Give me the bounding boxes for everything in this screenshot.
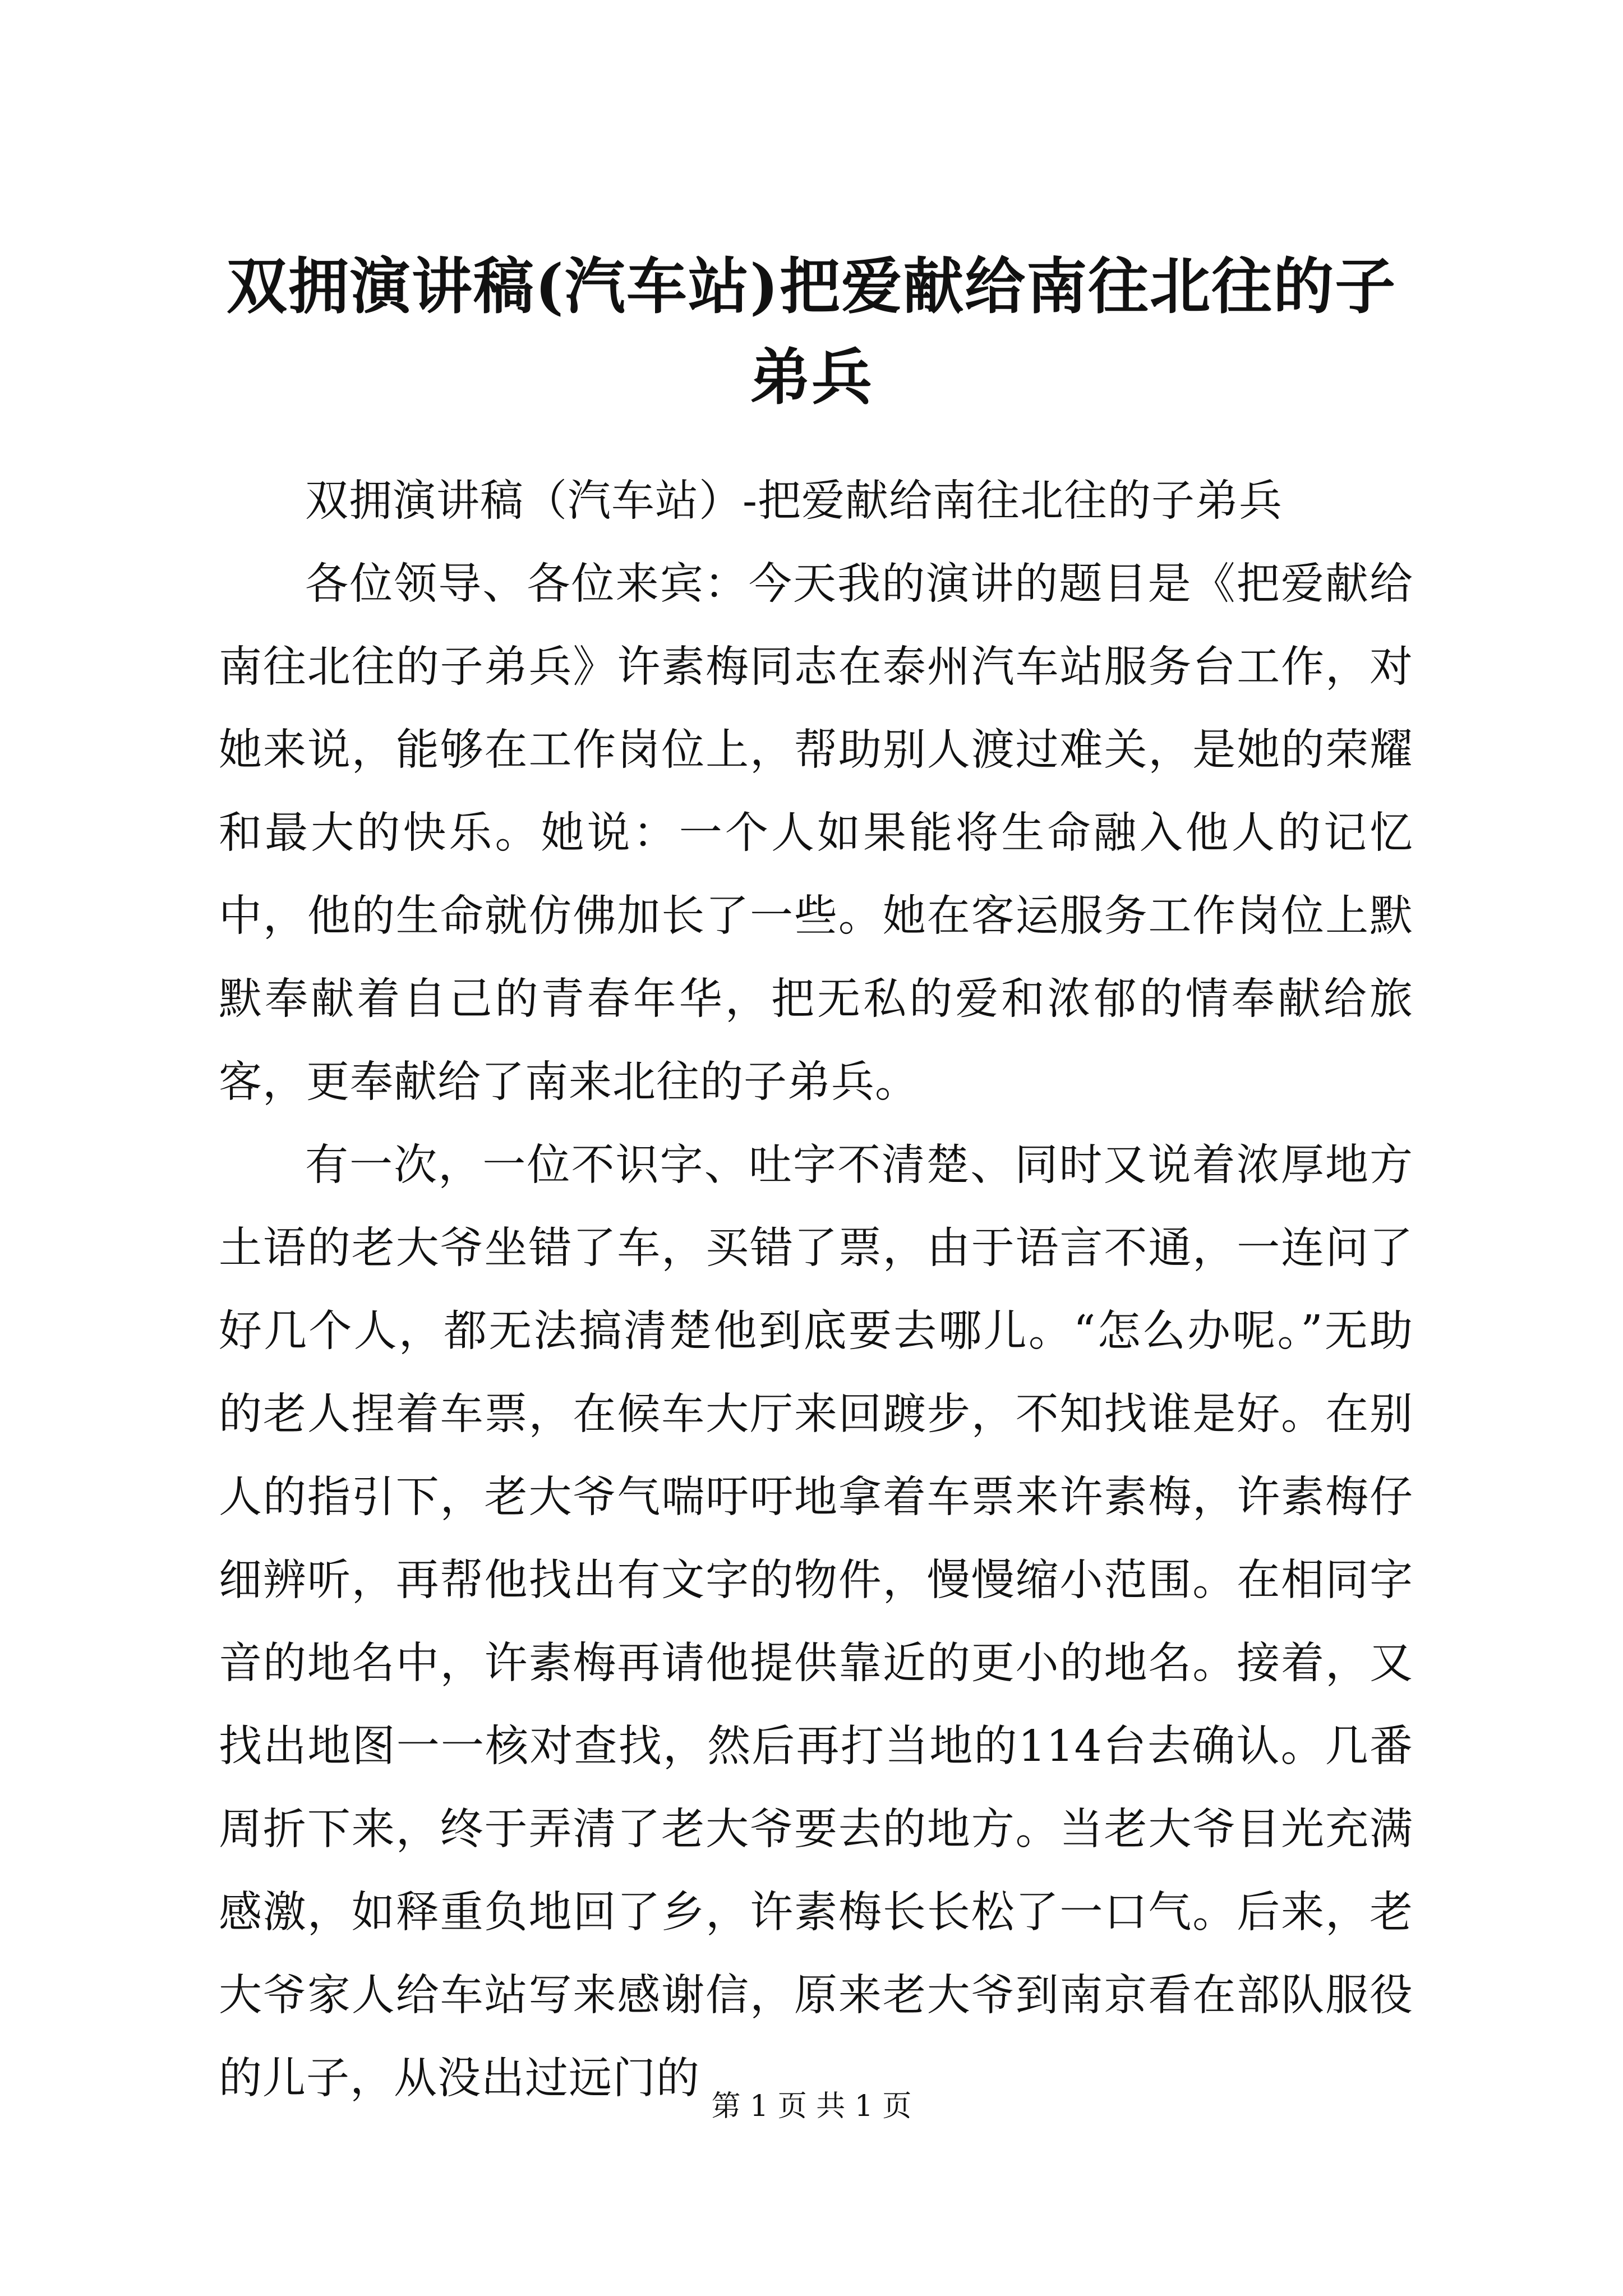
paragraph-story: 有一次，一位不识字、吐字不清楚、同时又说着浓厚地方土语的老大爷坐错了车，买错了票，由于语言不通，一连问了好几个人，都无法搞清楚他到底要去哪儿。“怎么办呢。”无助的老人捏着车票，在候车大厅来回踱步，不知找谁是好。在别人的指引下，老大爷气喘吁吁地拿着车票来许素梅，许素梅仔细辨听，再帮他找出有文字的物件，慢慢缩小范围。在相同字音的地名中，许素梅再请他提供靠近的更小的地名。接着，又找出地图一一核对查找，然后再打当地的114台去确认。几番周折下来，终于弄清了老大爷要去的地方。当老大爷目光充满感激，如释重负地回了乡，许素梅长长松了一口气。后来，老大爷家人给车站写来感谢信，原来老大爷到南京看在部队服役的儿子，从没出过远门的: [219, 1140, 1413, 2104]
document-body: [219, 460, 1413, 2120]
paragraph-intro: 各位领导、各位来宾：今天我的演讲的题目是《把爱献给南往北往的子弟兵》许素梅同志在泰州汽车站服务台工作，对她来说，能够在工作岗位上，帮助别人渡过难关，是她的荣耀和最大的快乐。她说：一个人如果能将生命融入他人的记忆中，他的生命就仿佛加长了一些。她在客运服务工作岗位上默默奉献着自己的青春年华，把无私的爱和浓郁的情奉献给旅客，更奉献给了南来北往的子弟兵。: [219, 559, 1413, 1107]
paragraph-subtitle: 双拥演讲稿（汽车站）-把爱献给南往北往的子弟兵: [305, 476, 1283, 526]
document-title: 双拥演讲稿(汽车站)把爱献给南往北往的子弟兵: [226, 251, 1397, 413]
page-footer: 第 1 页 共 1 页: [711, 2090, 912, 2123]
